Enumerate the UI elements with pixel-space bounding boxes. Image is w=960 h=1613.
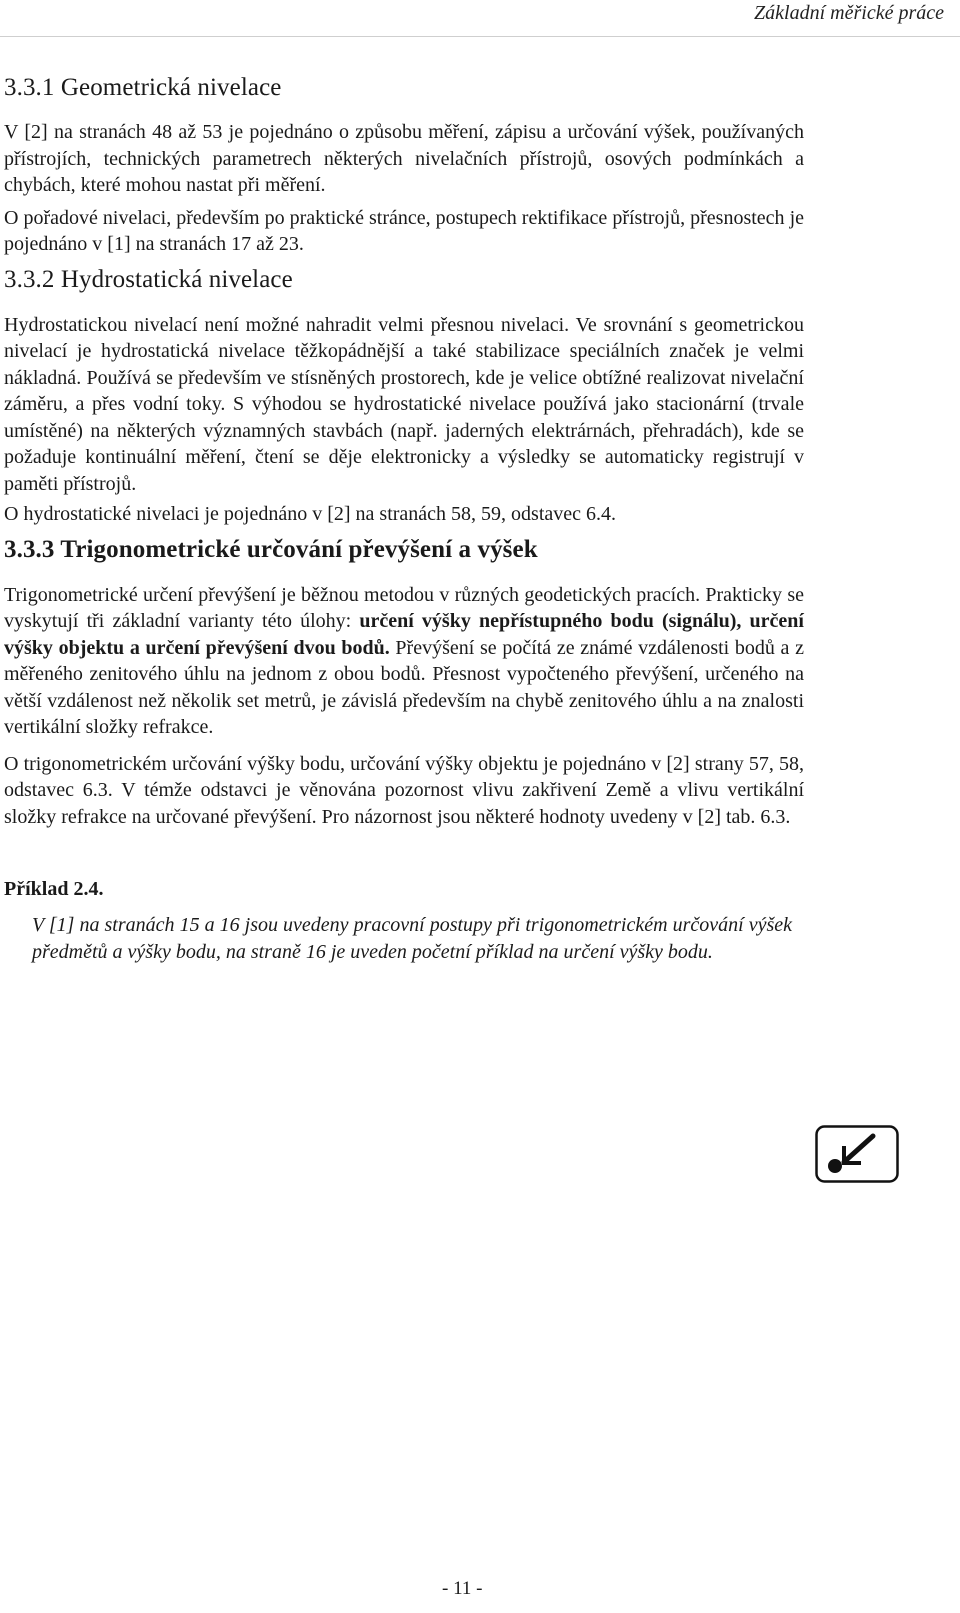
paragraph-text: Trigonometrické určení převýšení je běžnou metodou v různých geodetických pracích. Prakticky se vyskytují tři základní varianty této úlohy: bbox=[4, 583, 804, 632]
pencil-write-icon bbox=[815, 1125, 899, 1183]
paragraph bbox=[4, 582, 804, 741]
paragraph-text: Převýšení se počítá ze známé vzdálenosti bodů a z měřeného zenitového úhlu na jednom z obou bodů. Přesnost vypočteného převýšení, určeného na větší vzdálenost než několik set metrů, je závislá především na chybě zenitového úhlu a na znalosti vertikální složky refrakce. bbox=[4, 636, 804, 738]
paragraph: O hydrostatické nivelaci je pojednáno v [2] na stranách 58, 59, odstavec 6.4. bbox=[4, 503, 617, 525]
paragraph: O trigonometrickém určování výšky bodu, určování výšky objektu je pojednáno v [2] strany 57, 58, odstavec 6.3. V témže odstavci je věnována pozornost vlivu zakřivení Země a vlivu vertikální složky refrakce na určované převýšení. Pro názornost jsou některé hodnoty uvedeny v [2] tab. 6.3. bbox=[4, 752, 804, 828]
page-number: - 11 - bbox=[442, 1578, 483, 1599]
paragraph: Hydrostatickou nivelací není možné nahradit velmi přesnou nivelaci. Ve srovnání s geometrickou nivelací je hydrostatická nivelace těžkopádnější a také stabilizace speciálních značek je velmi nákladná. Používá se především ve stísněných prostorech, kde je velice obtížné realizovat nivelační záměru, a přes vodní toky. S výhodou se hydrostatické nivelace používá jako stacionární (trvale umístěné) na některých významných stavbách (např. jaderných elektrárnách, přehradách), kde se požaduje kontinuální měření, čtení se děje elektronicky a výsledky se automaticky registrují v paměti přístrojů. bbox=[4, 313, 804, 495]
section-title-hydrostatic-leveling: 3.3.2 Hydrostatická nivelace bbox=[4, 265, 293, 293]
example-text: V [1] na stranách 15 a 16 jsou uvedeny pracovní postupy při trigonometrickém určování výšek předmětů a výšky bodu, na straně 16 je uveden početní příklad na určení výšky bodu. bbox=[32, 914, 792, 963]
section-title-trigonometric-heights: 3.3.3 Trigonometrické určování převýšení a výšek bbox=[4, 535, 538, 563]
paragraph: V [2] na stranách 48 až 53 je pojednáno o způsobu měření, zápisu a určování výšek, používaných přístrojích, technických parametrech některých nivelačních přístrojů, osových podmínkách a chybách, které mohou nastat při měření. bbox=[4, 121, 804, 196]
section-title-geometric-leveling: 3.3.1 Geometrická nivelace bbox=[4, 74, 282, 101]
emphasized-text: určení výšky nepřístupného bodu (signálu), určení výšky objektu a určení převýšení dvou bodů. bbox=[4, 610, 804, 659]
example-title: Příklad 2.4. bbox=[4, 878, 104, 900]
paragraph: O pořadové nivelaci, především po praktické stránce, postupech rektifikace přístrojů, přesnostech je pojednáno v [1] na stranách 17 až 23. bbox=[4, 206, 804, 255]
running-header: Základní měřické práce bbox=[754, 2, 944, 24]
page-content bbox=[4, 66, 804, 965]
header-divider bbox=[0, 36, 960, 37]
